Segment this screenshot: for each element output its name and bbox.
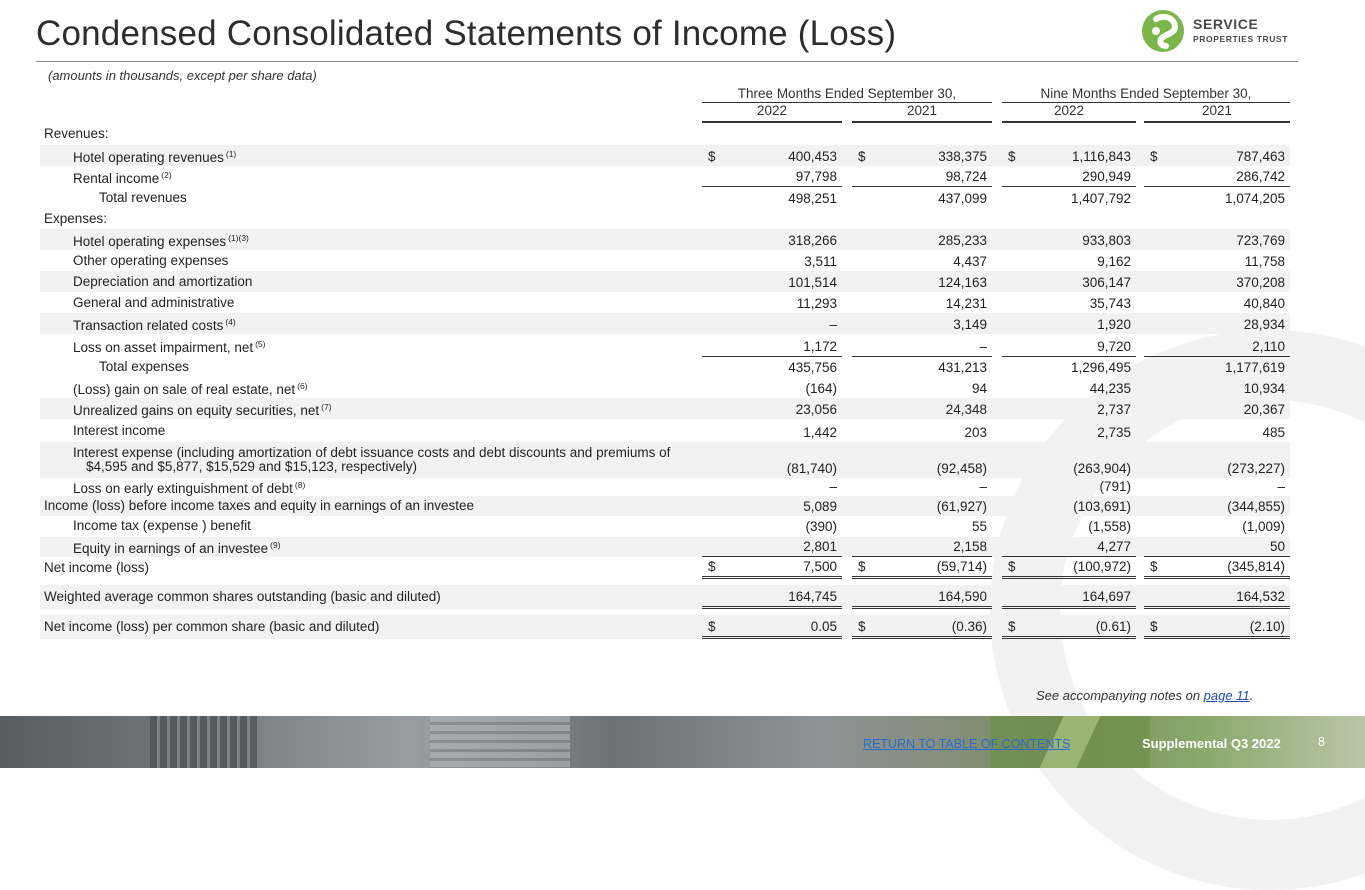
- cell-value: 24,348: [945, 402, 987, 417]
- footnote-marker: (4): [225, 316, 236, 327]
- row-label-text: Interest income: [73, 422, 166, 438]
- row-label-text: Loss on early extinguishment of debt: [73, 481, 293, 496]
- cell-value: 28,934: [1243, 317, 1285, 332]
- footnote-marker: (9): [270, 540, 281, 550]
- dollar-sign: $: [1150, 149, 1158, 164]
- value-cell: [1144, 537, 1290, 557]
- row-label: [99, 191, 187, 205]
- row-label-text: Interest expense (including amortization of debt issuance costs and debt discounts and premiums of: [73, 445, 671, 460]
- row-label-text: Transaction related costs: [73, 317, 224, 333]
- value-cell: [852, 585, 992, 609]
- row-label: [44, 499, 474, 513]
- value-cell: [1144, 187, 1290, 208]
- table-row: [40, 292, 1290, 313]
- cell-value: 933,803: [1082, 233, 1131, 248]
- table-row: [40, 145, 1290, 166]
- value-cell: [852, 166, 992, 187]
- year-header: 2022: [1053, 103, 1085, 118]
- notes-suffix: .: [1249, 688, 1254, 703]
- value-cell: [1144, 250, 1290, 271]
- value-cell: [702, 537, 842, 557]
- row-label: [73, 538, 281, 556]
- cell-value: (791): [1099, 479, 1131, 494]
- value-cell: [1002, 166, 1136, 187]
- dollar-sign: $: [708, 619, 716, 634]
- dollar-sign: $: [858, 559, 866, 574]
- value-cell: [1002, 496, 1136, 516]
- value-cell: [852, 334, 992, 357]
- value-cell: [702, 419, 842, 442]
- table-row: [40, 398, 1290, 419]
- footnote-marker: (5): [255, 338, 266, 349]
- row-label-text: (Loss) gain on sale of real estate, net: [73, 381, 296, 397]
- value-cell: [852, 496, 992, 516]
- value-cell: [702, 313, 842, 334]
- cell-value: 723,769: [1236, 233, 1285, 248]
- value-cell: [702, 585, 842, 609]
- row-label-text: Total expenses: [99, 359, 190, 374]
- cell-value: 124,163: [938, 275, 987, 290]
- column-group-header: Three Months Ended September 30,: [737, 86, 957, 101]
- value-cell: [852, 557, 992, 579]
- row-label: [73, 168, 172, 186]
- value-cell: [852, 292, 992, 313]
- value-cell: [1002, 229, 1136, 250]
- value-cell: [702, 229, 842, 250]
- value-cell: [852, 271, 992, 292]
- row-label: [73, 337, 265, 355]
- cell-value: –: [979, 479, 987, 494]
- cell-value: 370,208: [1236, 275, 1285, 290]
- cell-value: 101,514: [788, 275, 837, 290]
- row-label: [44, 561, 149, 575]
- cell-value: 285,233: [938, 233, 987, 248]
- table-row: [40, 166, 1290, 187]
- cell-value: 9,720: [1097, 339, 1131, 354]
- supplemental-label: Supplemental Q3 2022: [1142, 736, 1281, 751]
- year-header: 2021: [906, 103, 938, 118]
- cell-value: 7,500: [803, 559, 837, 574]
- value-cell: [852, 615, 992, 639]
- value-cell: [852, 250, 992, 271]
- dollar-sign: $: [1008, 619, 1016, 634]
- value-cell: [1144, 292, 1290, 313]
- cell-value: (100,972): [1073, 559, 1131, 574]
- cell-value: 306,147: [1082, 275, 1131, 290]
- value-cell: [702, 478, 842, 496]
- cell-value: 164,590: [938, 589, 987, 604]
- value-cell: [1002, 187, 1136, 208]
- year-header: 2022: [756, 103, 788, 118]
- cell-value: 787,463: [1236, 149, 1285, 164]
- row-label-text: Other operating expenses: [73, 252, 229, 268]
- row-label-text: Hotel operating revenues: [73, 149, 224, 165]
- value-cell: [1002, 377, 1136, 398]
- row-label: [73, 296, 234, 310]
- cell-value: 10,934: [1243, 381, 1285, 396]
- cell-value: 23,056: [795, 402, 837, 417]
- cell-value: 164,745: [788, 589, 837, 604]
- logo-line-2: PROPERTIES TRUST: [1193, 34, 1289, 44]
- table-row: [40, 557, 1290, 579]
- footnote-marker: (6): [297, 380, 308, 391]
- value-cell: [1144, 229, 1290, 250]
- cell-value: 431,213: [938, 360, 987, 375]
- table-row: [40, 516, 1290, 536]
- value-cell: [702, 166, 842, 187]
- row-label-text: Unrealized gains on equity securities, net: [73, 402, 320, 418]
- cell-value: (81,740): [786, 461, 837, 476]
- cell-value: 98,724: [945, 169, 987, 184]
- value-cell: [702, 516, 842, 536]
- footer-building-left: [150, 716, 260, 768]
- page-number: 8: [1318, 735, 1325, 749]
- row-label: [73, 275, 252, 289]
- value-cell: [1002, 442, 1136, 478]
- row-label-text: Income (loss) before income taxes and equity in earnings of an investee: [44, 498, 474, 513]
- value-cell: [852, 229, 992, 250]
- year-underline: [1144, 121, 1290, 123]
- dollar-sign: $: [1150, 619, 1158, 634]
- cell-value: –: [829, 317, 837, 332]
- value-cell: [852, 357, 992, 377]
- cell-value: 2,110: [1252, 339, 1285, 354]
- dollar-sign: $: [708, 149, 716, 164]
- cell-value: (263,904): [1073, 461, 1131, 476]
- value-cell: [702, 250, 842, 271]
- footnote-marker: (7): [321, 401, 332, 412]
- value-cell: [702, 557, 842, 579]
- row-label: [73, 424, 165, 438]
- cell-value: 94: [971, 381, 987, 396]
- cell-value: 97,798: [795, 169, 837, 184]
- dollar-sign: $: [1008, 559, 1016, 574]
- value-cell: [1144, 615, 1290, 639]
- value-cell: [1002, 357, 1136, 377]
- cell-value: 1,442: [803, 425, 837, 440]
- cell-value: 2,735: [1097, 425, 1131, 440]
- value-cell: [852, 442, 992, 478]
- table-row: [40, 334, 1290, 357]
- cell-value: 437,099: [938, 191, 987, 206]
- units-note: (amounts in thousands, except per share data): [48, 68, 317, 83]
- dollar-sign: $: [858, 149, 866, 164]
- row-label-text: Depreciation and amortization: [73, 273, 253, 289]
- cell-value: 2,737: [1097, 402, 1131, 417]
- logo-icon: [1142, 10, 1184, 52]
- table-row: [40, 208, 1290, 229]
- cell-value: 1,920: [1097, 317, 1131, 332]
- cell-value: 11,758: [1244, 254, 1285, 269]
- cell-value: 400,453: [788, 149, 837, 164]
- table-row: [40, 478, 1290, 496]
- row-label-text: Weighted average common shares outstanding (basic and diluted): [44, 589, 441, 604]
- cell-value: 55: [971, 519, 987, 534]
- cell-value: 286,742: [1236, 169, 1285, 184]
- value-cell: [1144, 377, 1290, 398]
- value-cell: [1002, 537, 1136, 557]
- value-cell: [1144, 271, 1290, 292]
- cell-value: 14,231: [945, 296, 987, 311]
- row-label: [73, 379, 308, 397]
- table-row: [40, 124, 1290, 144]
- value-cell: [702, 442, 842, 478]
- year-header: 2021: [1201, 103, 1233, 118]
- cell-value: (59,714): [936, 559, 987, 574]
- row-label-text: Expenses:: [44, 210, 108, 226]
- cell-value: 318,266: [788, 233, 837, 248]
- cell-value: 338,375: [938, 149, 987, 164]
- value-cell: [1002, 271, 1136, 292]
- cell-value: 5,089: [803, 499, 837, 514]
- value-cell: [1002, 419, 1136, 442]
- cell-value: 4,437: [953, 254, 987, 269]
- cell-value: (61,927): [936, 499, 987, 514]
- row-label: [44, 590, 441, 604]
- row-label: [73, 400, 332, 418]
- cell-value: 2,158: [953, 539, 987, 554]
- cell-value: 0.05: [810, 619, 837, 634]
- value-cell: [1002, 313, 1136, 334]
- cell-value: 1,074,205: [1224, 191, 1285, 206]
- row-label-text: Net income (loss): [44, 560, 150, 575]
- row-label: [44, 127, 109, 141]
- cell-value: (1,558): [1088, 519, 1131, 534]
- row-label-continuation: $4,595 and $5,877, $15,529 and $15,123, respectively): [86, 459, 418, 474]
- row-label: [99, 360, 189, 374]
- cell-value: (345,814): [1227, 559, 1285, 574]
- value-cell: [1002, 145, 1136, 166]
- page-title: Condensed Consolidated Statements of Income (Loss): [36, 14, 897, 53]
- notes-prefix: See accompanying notes on: [1036, 688, 1204, 703]
- cell-value: 435,756: [788, 360, 837, 375]
- footnote-marker: (2): [161, 169, 172, 180]
- value-cell: [1144, 585, 1290, 609]
- value-cell: [852, 187, 992, 208]
- cell-value: 498,251: [788, 191, 837, 206]
- cell-value: (2.10): [1249, 619, 1285, 634]
- cell-value: (0.61): [1095, 619, 1131, 634]
- cell-value: 1,172: [803, 339, 837, 354]
- table-row: [40, 271, 1290, 292]
- cell-value: 1,177,619: [1224, 360, 1285, 375]
- footer-building-center: [430, 716, 570, 768]
- value-cell: [1144, 166, 1290, 187]
- cell-value: (92,458): [936, 461, 987, 476]
- notes-reference: [1036, 688, 1253, 703]
- year-underline: [1002, 121, 1136, 123]
- value-cell: [702, 377, 842, 398]
- value-cell: [702, 292, 842, 313]
- value-cell: [1144, 442, 1290, 478]
- value-cell: [1144, 357, 1290, 377]
- value-cell: [1144, 334, 1290, 357]
- row-label: [73, 254, 228, 268]
- cell-value: 164,697: [1082, 589, 1131, 604]
- cell-value: 3,149: [953, 317, 987, 332]
- cell-value: –: [1277, 479, 1285, 494]
- value-cell: [702, 496, 842, 516]
- table-row: [40, 250, 1290, 271]
- cell-value: 485: [1262, 425, 1285, 440]
- title-divider: [36, 61, 1298, 62]
- value-cell: [852, 145, 992, 166]
- table-row: [40, 377, 1290, 398]
- cell-value: –: [829, 479, 837, 494]
- cell-value: 40,840: [1243, 296, 1285, 311]
- value-cell: [1002, 334, 1136, 357]
- table-row: [40, 229, 1290, 250]
- cell-value: 11,293: [796, 296, 837, 311]
- value-cell: [852, 313, 992, 334]
- cell-value: 4,277: [1097, 539, 1131, 554]
- cell-value: 1,407,792: [1070, 191, 1131, 206]
- row-label: [73, 519, 251, 533]
- value-cell: [852, 537, 992, 557]
- value-cell: [1144, 557, 1290, 579]
- table-row: [40, 442, 1290, 478]
- value-cell: [1144, 313, 1290, 334]
- value-cell: [1144, 478, 1290, 496]
- footnote-marker: (1): [225, 148, 237, 159]
- dollar-sign: $: [858, 619, 866, 634]
- cell-value: 164,532: [1236, 589, 1285, 604]
- cell-value: (273,227): [1227, 461, 1285, 476]
- value-cell: [852, 398, 992, 419]
- table-row: [40, 419, 1290, 442]
- row-label-text: Total revenues: [99, 189, 187, 205]
- cell-value: 3,511: [804, 254, 837, 269]
- row-label: [73, 446, 670, 474]
- value-cell: [1002, 250, 1136, 271]
- value-cell: [702, 357, 842, 377]
- value-cell: [852, 377, 992, 398]
- footnote-marker: (8): [294, 480, 306, 490]
- table-row: [40, 187, 1290, 208]
- value-cell: [702, 398, 842, 419]
- row-label: [73, 147, 236, 165]
- row-label: [73, 315, 236, 333]
- cell-value: 20,367: [1243, 402, 1285, 417]
- company-logo: [1142, 10, 1302, 52]
- row-label-text: Loss on asset impairment, net: [73, 339, 254, 355]
- row-label: [44, 212, 107, 226]
- row-label-text: Equity in earnings of an investee: [73, 541, 269, 556]
- value-cell: [852, 516, 992, 536]
- value-cell: [1144, 145, 1290, 166]
- table-row: [40, 585, 1290, 609]
- value-cell: [1144, 398, 1290, 419]
- cell-value: 1,116,843: [1071, 149, 1131, 164]
- value-cell: [1002, 557, 1136, 579]
- table-row: [40, 357, 1290, 377]
- value-cell: [1002, 398, 1136, 419]
- cell-value: –: [979, 339, 987, 354]
- table-row: [40, 313, 1290, 334]
- value-cell: [702, 271, 842, 292]
- year-underline: [702, 121, 842, 123]
- notes-page-link[interactable]: page 11: [1203, 688, 1250, 703]
- cell-value: (103,691): [1073, 499, 1131, 514]
- cell-value: 35,743: [1089, 296, 1131, 311]
- table-row: [40, 496, 1290, 516]
- cell-value: 290,949: [1082, 169, 1131, 184]
- logo-line-1: SERVICE: [1193, 16, 1259, 32]
- row-label-text: Hotel operating expenses: [73, 233, 227, 249]
- cell-value: 203: [964, 425, 987, 440]
- value-cell: [852, 478, 992, 496]
- dollar-sign: $: [1008, 149, 1016, 164]
- cell-value: (164): [805, 381, 837, 396]
- value-cell: [702, 187, 842, 208]
- row-label-text: Net income (loss) per common share (basic and diluted): [44, 619, 380, 634]
- cell-value: (344,855): [1227, 499, 1285, 514]
- cell-value: 1,296,495: [1070, 360, 1131, 375]
- cell-value: 2,801: [803, 539, 837, 554]
- cell-value: 50: [1269, 539, 1285, 554]
- cell-value: (390): [805, 519, 837, 534]
- value-cell: [1144, 516, 1290, 536]
- cell-value: 9,162: [1097, 254, 1131, 269]
- value-cell: [1144, 419, 1290, 442]
- value-cell: [702, 334, 842, 357]
- cell-value: 44,235: [1089, 381, 1131, 396]
- column-group-header: Nine Months Ended September 30,: [1040, 86, 1252, 101]
- year-underline: [852, 121, 992, 123]
- value-cell: [1002, 292, 1136, 313]
- value-cell: [852, 419, 992, 442]
- row-label-text: Revenues:: [44, 126, 109, 141]
- row-label-text: Income tax (expense ) benefit: [73, 518, 251, 533]
- value-cell: [1002, 585, 1136, 609]
- dollar-sign: $: [708, 559, 716, 574]
- row-label-text: Rental income: [73, 170, 160, 186]
- value-cell: [702, 145, 842, 166]
- row-label: [73, 478, 305, 496]
- value-cell: [1002, 478, 1136, 496]
- dollar-sign: $: [1150, 559, 1158, 574]
- table-row: [40, 537, 1290, 557]
- row-label: [44, 620, 379, 634]
- return-to-toc-link[interactable]: RETURN TO TABLE OF CONTENTS: [863, 737, 1071, 751]
- row-label-text: General and administrative: [73, 294, 235, 310]
- cell-value: (1,009): [1242, 519, 1285, 534]
- footnote-marker: (1)(3): [228, 232, 249, 243]
- cell-value: (0.36): [951, 619, 987, 634]
- value-cell: [1002, 516, 1136, 536]
- table-row: [40, 615, 1290, 639]
- value-cell: [1144, 496, 1290, 516]
- value-cell: [702, 615, 842, 639]
- row-label: [73, 231, 249, 249]
- value-cell: [1002, 615, 1136, 639]
